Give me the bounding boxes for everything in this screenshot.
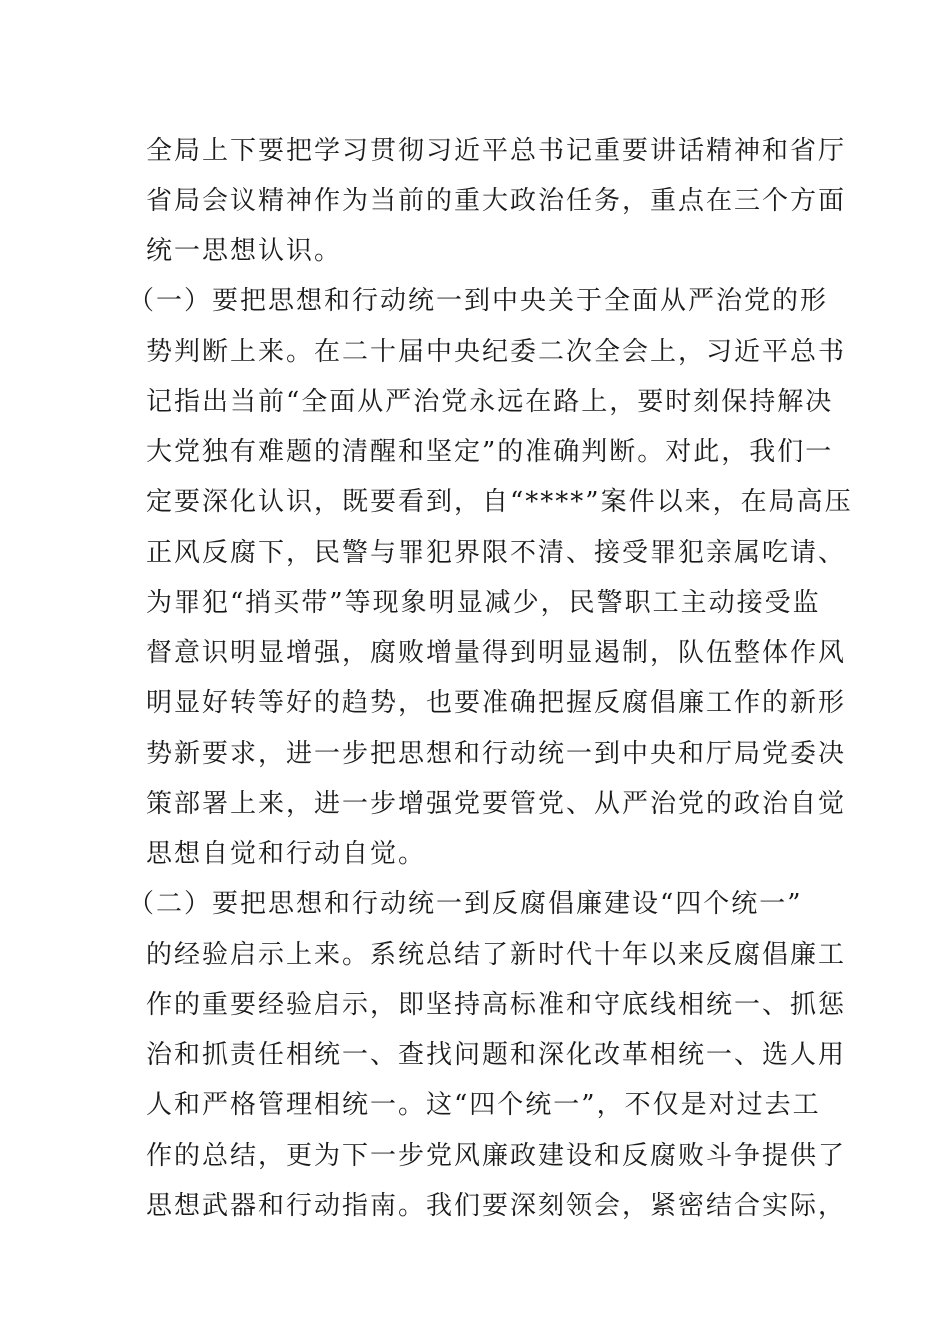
text-line-15: 思想自觉和行动自觉。 bbox=[146, 839, 427, 869]
text-line-7: 大党独有难题的清醒和坚定”的准确判断。对此，我们一 bbox=[146, 437, 834, 467]
text-line-4: （一）要把思想和行动统一到中央关于全面从严治党的形 bbox=[128, 286, 829, 316]
text-line-12: 明显好转等好的趋势，也要准确把握反腐倡廉工作的新形 bbox=[146, 688, 847, 718]
text-line-10: 为罪犯“捎买带”等现象明显减少，民警职工主动接受监 bbox=[146, 588, 821, 618]
text-line-17: 的经验启示上来。系统总结了新时代十年以来反腐倡廉工 bbox=[146, 940, 847, 970]
text-line-1: 全局上下要把学习贯彻习近平总书记重要讲话精神和省厅 bbox=[146, 136, 847, 166]
text-line-19: 治和抓责任相统一、查找问题和深化改革相统一、选人用 bbox=[146, 1040, 847, 1070]
text-line-8: 定要深化认识，既要看到，自“****”案件以来，在局高压 bbox=[146, 487, 853, 517]
text-line-14: 策部署上来，进一步增强党要管党、从严治党的政治自觉 bbox=[146, 789, 847, 819]
text-line-16: （二）要把思想和行动统一到反腐倡廉建设“四个统一” bbox=[128, 889, 803, 919]
text-line-13: 势新要求，进一步把思想和行动统一到中央和厅局党委决 bbox=[146, 739, 847, 769]
text-line-5: 势判断上来。在二十届中央纪委二次全会上，习近平总书 bbox=[146, 337, 847, 367]
text-line-20: 人和严格管理相统一。这“四个统一”，不仅是对过去工 bbox=[146, 1090, 821, 1120]
text-line-3: 统一思想认识。 bbox=[146, 236, 343, 266]
text-line-9: 正风反腐下，民警与罪犯界限不清、接受罪犯亲属吃请、 bbox=[146, 538, 847, 568]
text-line-18: 作的重要经验启示，即坚持高标准和守底线相统一、抓惩 bbox=[146, 990, 847, 1020]
text-line-6: 记指出当前“全面从严治党永远在路上，要时刻保持解决 bbox=[146, 387, 834, 417]
text-line-21: 作的总结，更为下一步党风廉政建设和反腐败斗争提供了 bbox=[146, 1141, 847, 1171]
text-line-2: 省局会议精神作为当前的重大政治任务，重点在三个方面 bbox=[146, 186, 847, 216]
text-line-11: 督意识明显增强，腐败增量得到明显遏制，队伍整体作风 bbox=[146, 638, 847, 668]
text-line-22: 思想武器和行动指南。我们要深刻领会，紧密结合实际， bbox=[146, 1191, 847, 1221]
